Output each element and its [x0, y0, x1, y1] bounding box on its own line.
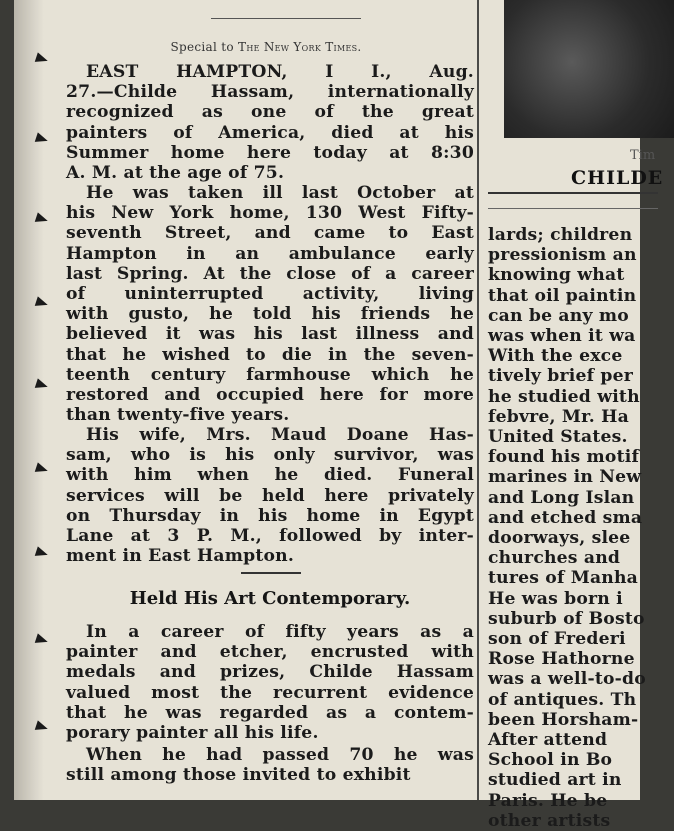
text-line: last Spring. At the close of a career — [66, 263, 474, 284]
text-line: He was born i — [488, 588, 623, 609]
text-line: restored and occupied here for more — [66, 385, 474, 406]
text-line: painters of America, died at his — [66, 122, 474, 143]
text-line: painter and etcher, encrusted with — [66, 642, 474, 663]
text-line: on Thursday in his home in Egypt — [66, 505, 474, 526]
text-line: marines in New — [488, 467, 642, 488]
page-fold-shadow — [14, 0, 44, 800]
text-line: sam, who is his only survivor, was — [66, 445, 474, 466]
text-line: In a career of fifty years as a — [86, 622, 474, 642]
text-line: porary painter all his life. — [66, 723, 319, 744]
funeral-paragraph — [66, 425, 474, 566]
adjacent-headline: CHILDE — [571, 167, 664, 189]
text-line: teenth century farmhouse which he — [66, 364, 474, 385]
text-line: recognized as one of the great — [66, 102, 474, 123]
column-top-rule — [211, 18, 361, 19]
text-line: lards; children — [488, 225, 633, 245]
column-rule — [477, 0, 479, 800]
text-line: with gusto, he told his friends he — [66, 304, 474, 325]
text-line: tures of Manha — [488, 568, 639, 589]
text-line: that oil paintin — [488, 285, 637, 306]
text-line: suburb of Bosto — [488, 608, 645, 629]
text-line: studied art in — [488, 770, 622, 791]
section-divider — [241, 572, 301, 574]
section-subhead: Held His Art Contemporary. — [129, 588, 411, 609]
text-line: School in Bo — [488, 750, 613, 771]
text-line: EAST HAMPTON, I I., Aug. — [86, 62, 474, 82]
text-line: churches and — [488, 548, 621, 569]
text-line: Hampton in an ambulance early — [66, 243, 474, 264]
dateline-note: Special to — [170, 40, 234, 54]
text-line: was when it wa — [488, 326, 636, 347]
lead-paragraph — [66, 62, 474, 183]
text-line: United States. — [488, 427, 628, 448]
dateline-credit — [66, 40, 466, 54]
text-line: and etched sma — [488, 507, 643, 528]
text-line: ment in East Hampton. — [66, 546, 295, 567]
text-line: febvre, Mr. Ha — [488, 406, 629, 427]
text-line: other artists — [488, 810, 611, 831]
text-line: tively brief per — [488, 366, 634, 387]
career-paragraph — [66, 622, 474, 743]
text-line: son of Frederi — [488, 629, 626, 650]
text-line: seventh Street, and came to East — [66, 223, 474, 244]
text-line: medals and prizes, Childe Hassam — [66, 662, 474, 683]
text-line: that he was regarded as a contem- — [66, 702, 474, 723]
illness-paragraph — [66, 183, 474, 425]
text-line: he studied with — [488, 386, 640, 407]
text-line: of uninterrupted activity, living — [66, 284, 474, 305]
text-line: valued most the recurrent evidence — [66, 682, 474, 703]
text-line: found his motif — [488, 447, 640, 468]
text-line: of antiques. Th — [488, 689, 637, 710]
text-line: Rose Hathorne — [488, 649, 635, 670]
text-line: that he wished to die in the seven- — [66, 344, 474, 365]
newspaper-page — [14, 0, 664, 831]
obituary-column — [66, 0, 474, 800]
exhibit-paragraph — [66, 745, 474, 785]
photo-caption: Tim — [630, 148, 656, 163]
text-line: been Horsham- — [488, 709, 639, 730]
text-line: Summer home here today at 8:30 — [66, 142, 474, 163]
text-line: his New York home, 130 West Fifty- — [66, 203, 474, 224]
text-line: 27.—Childe Hassam, internationally — [66, 82, 474, 103]
text-line: doorways, slee — [488, 528, 631, 549]
headline-rules — [488, 192, 658, 209]
text-line: and Long Islan — [488, 487, 635, 508]
dateline-source: The New York Times. — [238, 40, 362, 54]
text-line: A. M. at the age of 75. — [66, 163, 285, 184]
text-line: Lane at 3 P. M., followed by inter- — [66, 526, 474, 547]
text-line: His wife, Mrs. Maud Doane Has- — [86, 425, 474, 445]
text-line: can be any mo — [488, 305, 629, 326]
text-line: than twenty-five years. — [66, 405, 290, 426]
text-line: He was taken ill last October at — [86, 183, 474, 203]
portrait-photo — [504, 0, 674, 138]
text-line: After attend — [488, 730, 608, 751]
text-line: With the exce — [488, 346, 623, 367]
text-line: with him when he died. Funeral — [66, 465, 474, 486]
text-line: still among those invited to exhibit — [66, 765, 411, 786]
text-line: knowing what — [488, 265, 625, 286]
text-line: was a well-to-do — [488, 669, 646, 690]
adjacent-column — [484, 0, 664, 831]
text-line: services will be held here privately — [66, 485, 474, 506]
text-line: believed it was his last illness and — [66, 324, 474, 345]
text-line: When he had passed 70 he was — [86, 745, 474, 765]
text-line: Paris. He be — [488, 790, 608, 811]
adjacent-article-text — [488, 225, 646, 831]
text-line: pressionism an — [488, 245, 637, 266]
